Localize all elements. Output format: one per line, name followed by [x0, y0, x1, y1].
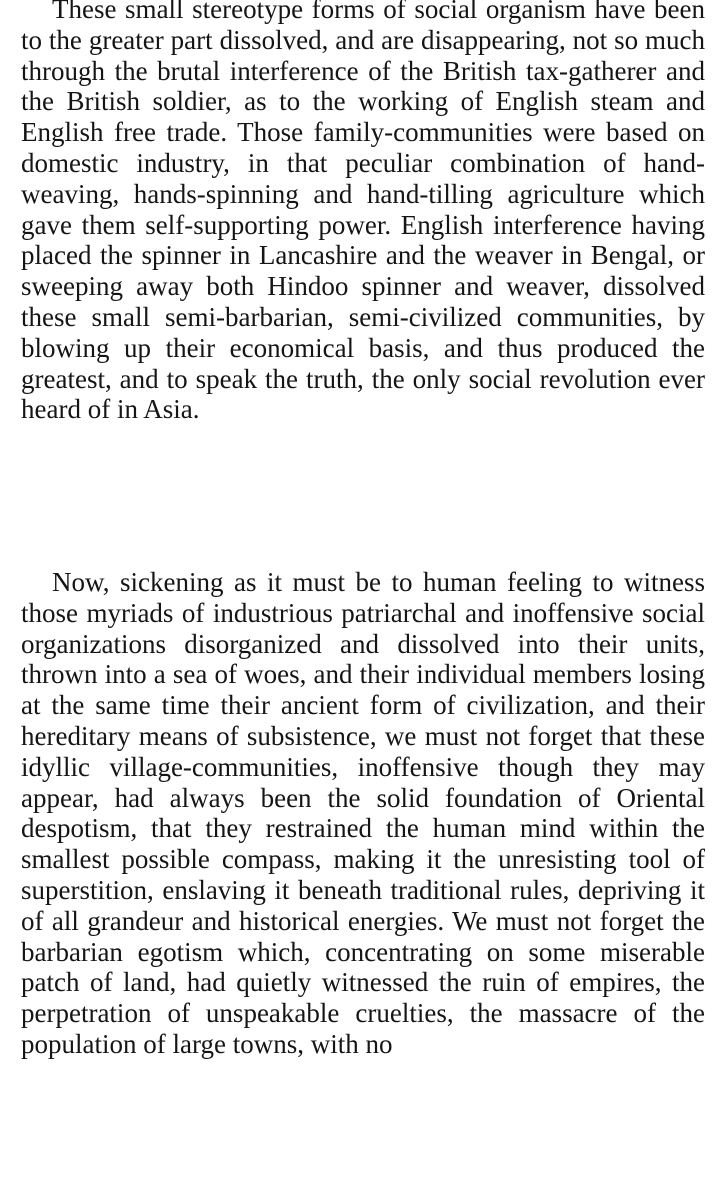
body-paragraph: These small stereotype forms of social organism have been to the greater part dissolved, and are disappearing, not so much through the brutal interference of the British tax-gatherer and the British soldier, as to the working of English steam and English free trade. Those family-communities were based on domestic industry, in that peculiar combination of hand-weaving, hands-spinning and hand-tilling agriculture which gave them self-supporting power. English interference having placed the spinner in Lancashire and the weaver in Bengal, or sweeping away both Hindoo spinner and weaver, dissolved these small semi-barbarian, semi-civilized communities, by blowing up their economical basis, and thus produced the greatest, and to speak the truth, the only social revolution ever heard of in Asia.	[21, 0, 705, 425]
body-paragraph: Now, sickening as it must be to human feeling to witness those myriads of industrious patriarchal and inoffensive social organizations disorganized and dissolved into their units, thrown into a sea of woes, and their individual members losing at the same time their ancient form of civilization, and their hereditary means of subsistence, we must not forget that these idyllic village-communities, inoffensive though they may appear, had always been the solid foundation of Oriental despotism, that they restrained the human mind within the smallest possible compass, making it the unresisting tool of superstition, enslaving it beneath traditional rules, depriving it of all grandeur and historical energies. We must not forget the barbarian egotism which, concentrating on some miserable patch of land, had quietly witnessed the ruin of empires, the perpetration of unspeakable cruelties, the massacre of the population of large towns, with no	[21, 567, 705, 1059]
